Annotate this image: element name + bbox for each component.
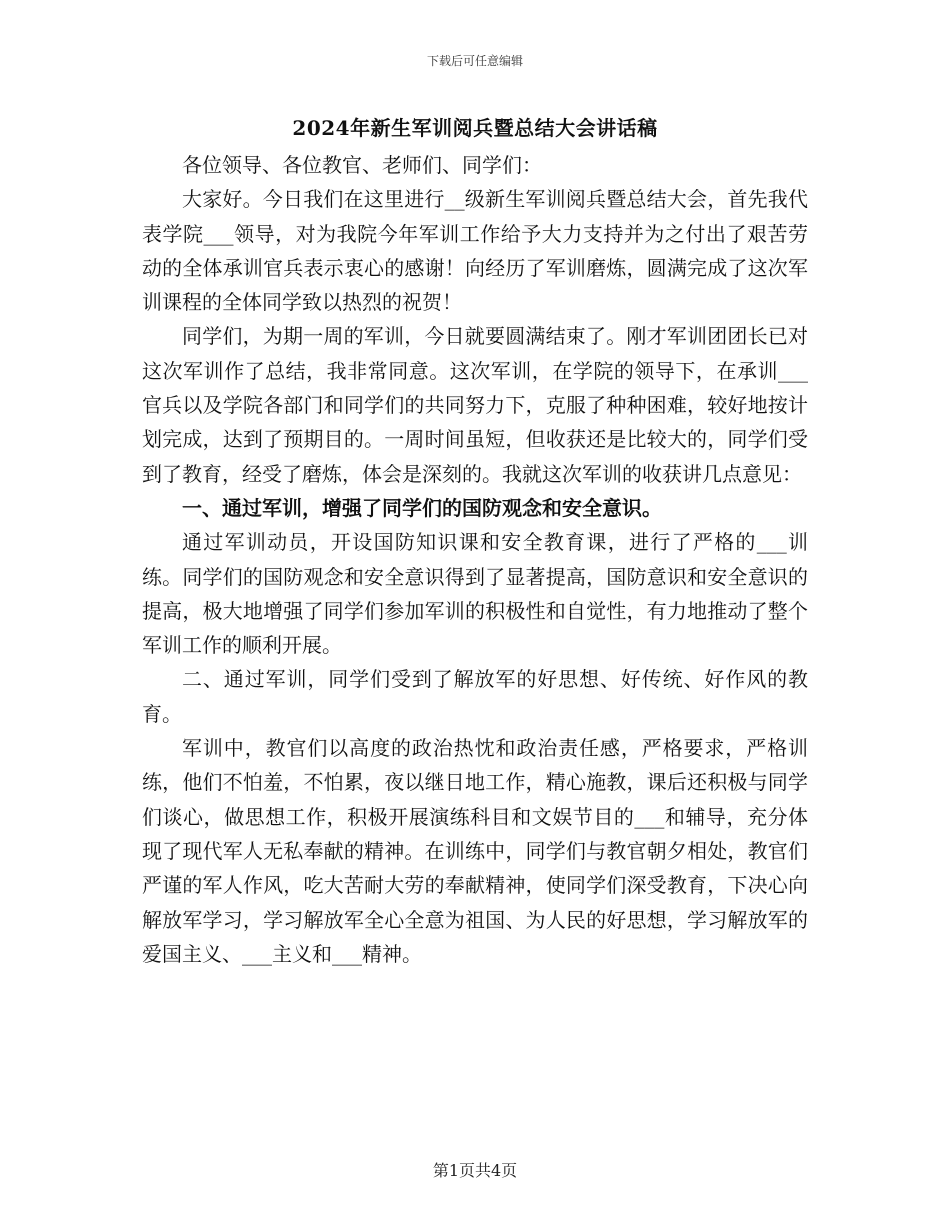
paragraph-summary: 同学们，为期一周的军训，今日就要圆满结束了。刚才军训团团长已对这次军训作了总结，我非常同意。这次军训，在学院的领导下，在承训___官兵以及学院各部门和同学们的共同努力下，克服了种种困难，较好地按计划完成，达到了预期目的。一周时间虽短，但收获还是比较大的，同学们受到了教育，经受了磨炼，体会是深刻的。我就这次军训的收获讲几点意见： xyxy=(142,324,808,486)
document-title: 2024年新生军训阅兵暨总结大会讲话稿 xyxy=(292,116,658,140)
section-heading-1: 一、通过军训，增强了同学们的国防观念和安全意识。 xyxy=(182,495,662,520)
paragraph-defense-awareness: 通过军训动员，开设国防知识课和安全教育课，进行了严格的___训练。同学们的国防观念和安全意识得到了显著提高，国防意识和安全意识的提高，极大地增强了同学们参加军训的积极性和自觉性，有力地推动了整个军训工作的顺利开展。 xyxy=(142,530,808,658)
document-body xyxy=(142,148,808,971)
header-note: 下载后可任意编辑 xyxy=(426,54,523,68)
page-number: 第1页共4页 xyxy=(432,1161,518,1180)
section-heading-2: 二、通过军训，同学们受到了解放军的好思想、好传统、好作风的教育。 xyxy=(142,667,808,726)
salutation: 各位领导、各位教官、老师们、同学们： xyxy=(182,153,542,177)
paragraph-army-education: 军训中，教官们以高度的政治热忱和政治责任感，严格要求，严格训练，他们不怕羞，不怕累，夜以继日地工作，精心施教，课后还积极与同学们谈心，做思想工作，积极开展演练科目和文娱节目的___和辅导，充分体现了现代军人无私奉献的精神。在训练中，同学们与教官朝夕相处，教官们严谨的军人作风，吃大苦耐大劳的奉献精神，使同学们深受教育，下决心向解放军学习，学习解放军全心全意为祖国、为人民的好思想，学习解放军的爱国主义、___主义和___精神。 xyxy=(142,736,808,966)
paragraph-greeting: 大家好。今日我们在这里进行__级新生军训阅兵暨总结大会，首先我代表学院___领导，对为我院今年军训工作给予大力支持并为之付出了艰苦劳动的全体承训官兵表示衷心的感谢！向经历了军训磨炼，圆满完成了这次军训课程的全体同学致以热烈的祝贺！ xyxy=(142,187,808,315)
